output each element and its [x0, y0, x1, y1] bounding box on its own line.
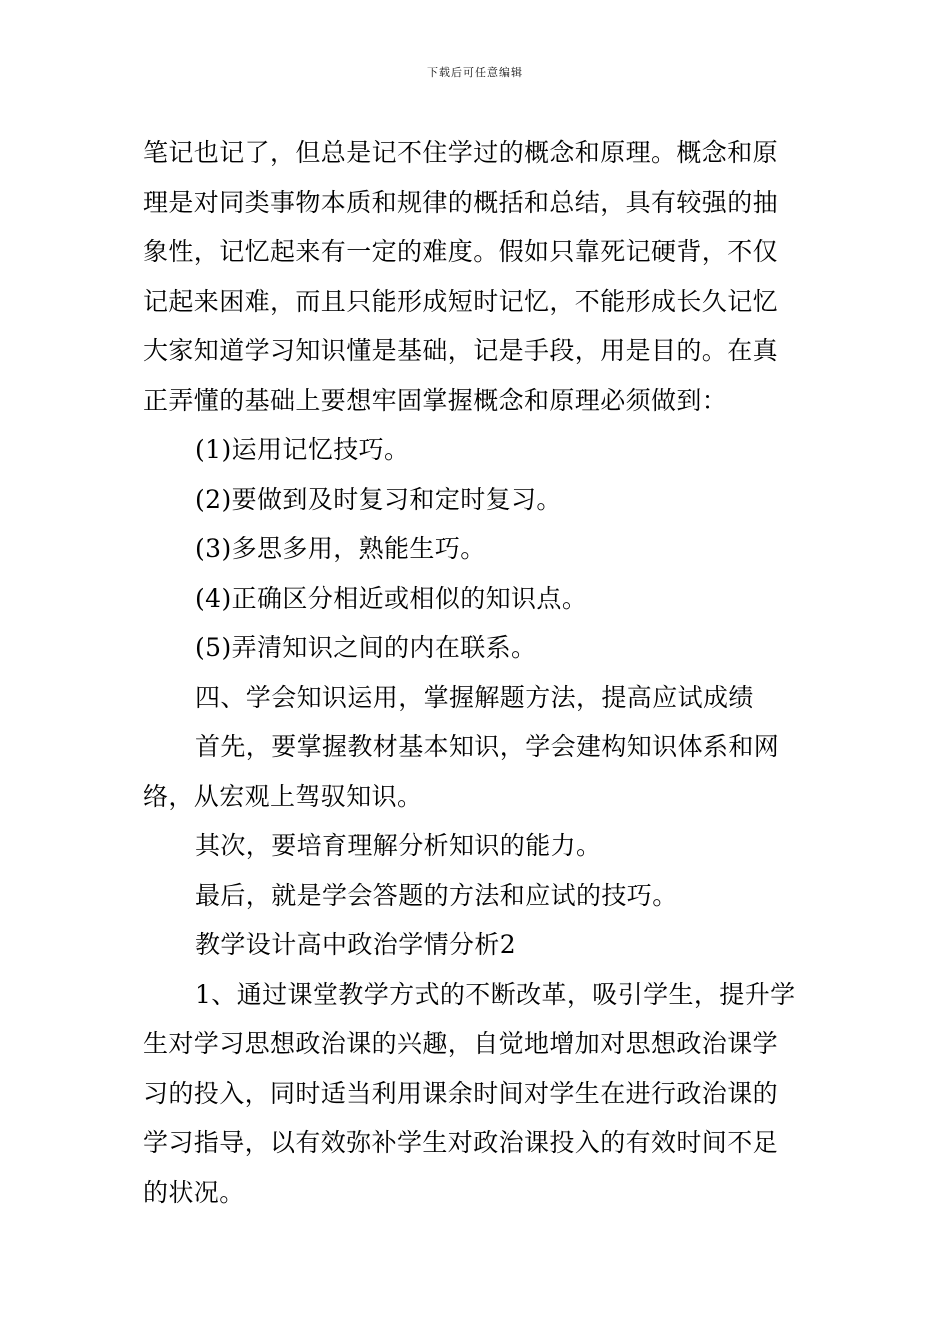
text-line: 生对学习思想政治课的兴趣，自觉地增加对思想政治课学: [143, 1029, 779, 1058]
subtitle: 教学设计高中政治学情分析2: [195, 930, 517, 959]
list-item-1: (1)运用记忆技巧。: [195, 435, 410, 464]
text-line: 象性，记忆起来有一定的难度。假如只靠死记硬背，不仅: [143, 237, 779, 266]
text-line: 1、通过课堂教学方式的不断改革，吸引学生，提升学: [195, 979, 796, 1009]
text-line: 大家知道学习知识懂是基础，记是手段，用是目的。在真: [143, 336, 779, 365]
text-line: 络，从宏观上驾驭知识。: [143, 781, 423, 811]
document-body: [143, 128, 808, 1217]
text-line: 其次，要培育理解分析知识的能力。: [195, 831, 602, 860]
section-heading: 四、学会知识运用，掌握解题方法，提高应试成绩: [195, 682, 754, 712]
text-line: 笔记也记了，但总是记不住学过的概念和原理。概念和原: [143, 138, 779, 167]
list-item-3: (3)多思多用，熟能生巧。: [195, 534, 486, 563]
text-line: 学习指导，以有效弥补学生对政治课投入的有效时间不足: [143, 1128, 779, 1157]
text-line: 理是对同类事物本质和规律的概括和总结，具有较强的抽: [143, 187, 779, 217]
page-header: 下载后可任意编辑: [427, 66, 523, 79]
text-line: 最后，就是学会答题的方法和应试的技巧。: [195, 880, 678, 910]
text-line: 记起来困难，而且只能形成短时记忆，不能形成长久记忆: [143, 286, 779, 316]
text-line: 习的投入，同时适当利用课余时间对学生在进行政治课的: [143, 1078, 779, 1108]
list-item-5: (5)弄清知识之间的内在联系。: [195, 633, 537, 662]
text-line: 首先，要掌握教材基本知识，学会建构知识体系和网: [195, 732, 780, 761]
text-line: 的状况。: [143, 1177, 245, 1207]
list-item-2: (2)要做到及时复习和定时复习。: [195, 484, 562, 514]
text-line: 正弄懂的基础上要想牢固掌握概念和原理必须做到：: [143, 385, 728, 415]
list-item-4: (4)正确区分相近或相似的知识点。: [195, 583, 588, 613]
